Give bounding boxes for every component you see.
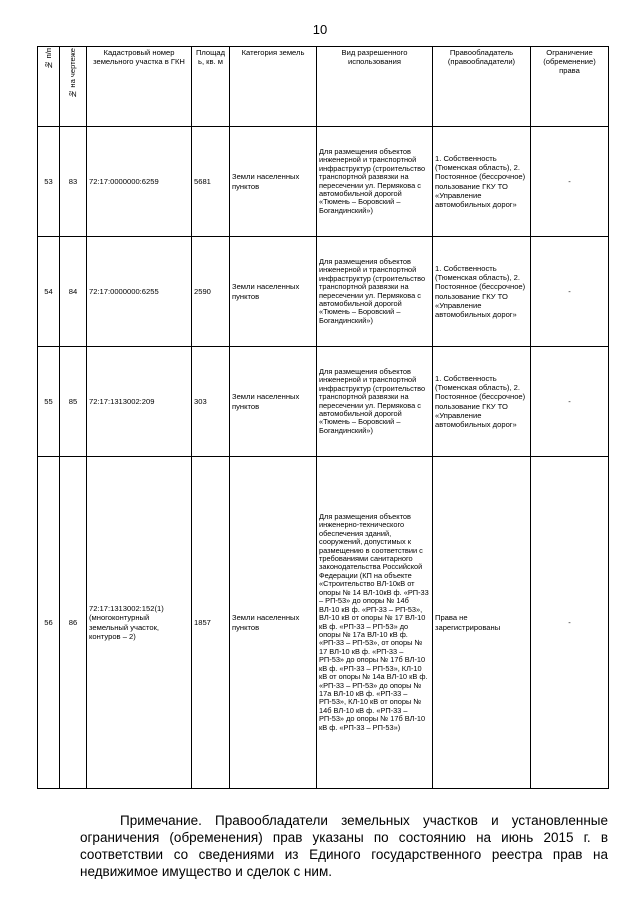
header-owner: Правообладатель (правообладатели) xyxy=(433,47,531,127)
cell-use: Для размещения объектов инженерной и транспортной инфраструктур (строительство транспортной развязки на пересечении ул. Пермякова с автомобильной дорогой «Тюмень – Боровский – Богандинский») xyxy=(317,127,433,237)
cell-cadastral: 72:17:1313002:152(1) (многоконтурный земельный участок, контуров – 2) xyxy=(87,457,192,789)
cell-restriction: - xyxy=(531,457,609,789)
page-number: 10 xyxy=(312,22,328,37)
cell-drawing: 86 xyxy=(60,457,87,789)
cell-area: 1857 xyxy=(192,457,230,789)
header-restriction: Ограничение (обременение) права xyxy=(531,47,609,127)
cell-owner: 1. Собственность (Тюменская область), 2. Постоянное (бессрочное) пользование ГКУ ТО «Управление автомобильных дорог» xyxy=(433,347,531,457)
cell-category: Земли населенных пунктов xyxy=(230,127,317,237)
table-row xyxy=(38,237,609,347)
cell-use: Для размещения объектов инженерной и транспортной инфраструктур (строительство транспортной развязки на пересечении ул. Пермякова с автомобильной дорогой «Тюмень – Боровский – Богандинский») xyxy=(317,237,433,347)
cell-cadastral: 72:17:0000000:6255 xyxy=(87,237,192,347)
cell-cadastral: 72:17:1313002:209 xyxy=(87,347,192,457)
cell-restriction: - xyxy=(531,347,609,457)
header-drawing-num: № на чертеже xyxy=(60,47,87,127)
cell-restriction: - xyxy=(531,127,609,237)
cell-use: Для размещения объектов инженерно-технического обеспечения зданий, сооружений, допустимых к размещению в соответствии с требованиями санитарного законодательства Российской Федерации (КП на объекте «Строительство ВЛ-10кВ от опоры № 14 ВЛ-10кВ ф. «РП-33 – РП-53» до опоры № 14б ВЛ-10 кВ ф. «РП-33 – РП-53», ВЛ-10 кВ от опоры № 17 ВЛ-10 кВ ф. «РП-33 – РП-53» до опоры № 17а ВЛ-10 кВ ф. «РП-33 – РП-53», от опоры № 17 ВЛ-10 кВ ф. «РП-33 – РП-53» до опоры № 17б ВЛ-10 кВ ф. «РП-33 – РП-53», КЛ-10 кВ от опоры № 14а ВЛ-10 кВ ф. «РП-33 – РП-53» до опоры № 17а ВЛ-10 кВ ф. «РП-33 – РП-53», КЛ-10 кВ от опоры № 14б ВЛ-10 кВ ф. «РП-33 – РП-53» до опоры № 17б ВЛ-10 кВ ф. «РП-33 – РП-53») xyxy=(317,457,433,789)
cell-category: Земли населенных пунктов xyxy=(230,347,317,457)
note-paragraph: Примечание. Правообладатели земельных участков и установленные ограничения (обременения) прав указаны по состоянию на июнь 2015 г. в соответствии со сведениями из Единого государственного реестра прав на недвижимое имущество и сделок с ним. xyxy=(80,812,608,879)
header-category: Категория земель xyxy=(230,47,317,127)
header-area: Площадь, кв. м xyxy=(192,47,230,127)
cell-owner: 1. Собственность (Тюменская область), 2. Постоянное (бессрочное) пользование ГКУ ТО «Управление автомобильных дорог» xyxy=(433,237,531,347)
table-header-row xyxy=(38,47,609,127)
cell-drawing: 83 xyxy=(60,127,87,237)
cell-area: 303 xyxy=(192,347,230,457)
header-cadastral: Кадастровый номер земельного участка в ГКН xyxy=(87,47,192,127)
table-row xyxy=(38,347,609,457)
cell-category: Земли населенных пунктов xyxy=(230,457,317,789)
land-plots-table xyxy=(37,46,609,789)
cell-restriction: - xyxy=(531,237,609,347)
header-use: Вид разрешенного использования xyxy=(317,47,433,127)
table-row xyxy=(38,457,609,789)
cell-area: 5681 xyxy=(192,127,230,237)
cell-num: 56 xyxy=(38,457,60,789)
cell-owner: 1. Собственность (Тюменская область), 2. Постоянное (бессрочное) пользование ГКУ ТО «Управление автомобильных дорог» xyxy=(433,127,531,237)
cell-use: Для размещения объектов инженерной и транспортной инфраструктур (строительство транспортной развязки на пересечении ул. Пермякова с автомобильной дорогой «Тюмень – Боровский – Богандинский») xyxy=(317,347,433,457)
header-num: № п/п xyxy=(38,47,60,127)
cell-drawing: 85 xyxy=(60,347,87,457)
cell-owner: Права не зарегистрированы xyxy=(433,457,531,789)
cell-num: 54 xyxy=(38,237,60,347)
table-row xyxy=(38,127,609,237)
cell-num: 53 xyxy=(38,127,60,237)
cell-area: 2590 xyxy=(192,237,230,347)
cell-category: Земли населенных пунктов xyxy=(230,237,317,347)
cell-drawing: 84 xyxy=(60,237,87,347)
cell-num: 55 xyxy=(38,347,60,457)
cell-cadastral: 72:17:0000000:6259 xyxy=(87,127,192,237)
